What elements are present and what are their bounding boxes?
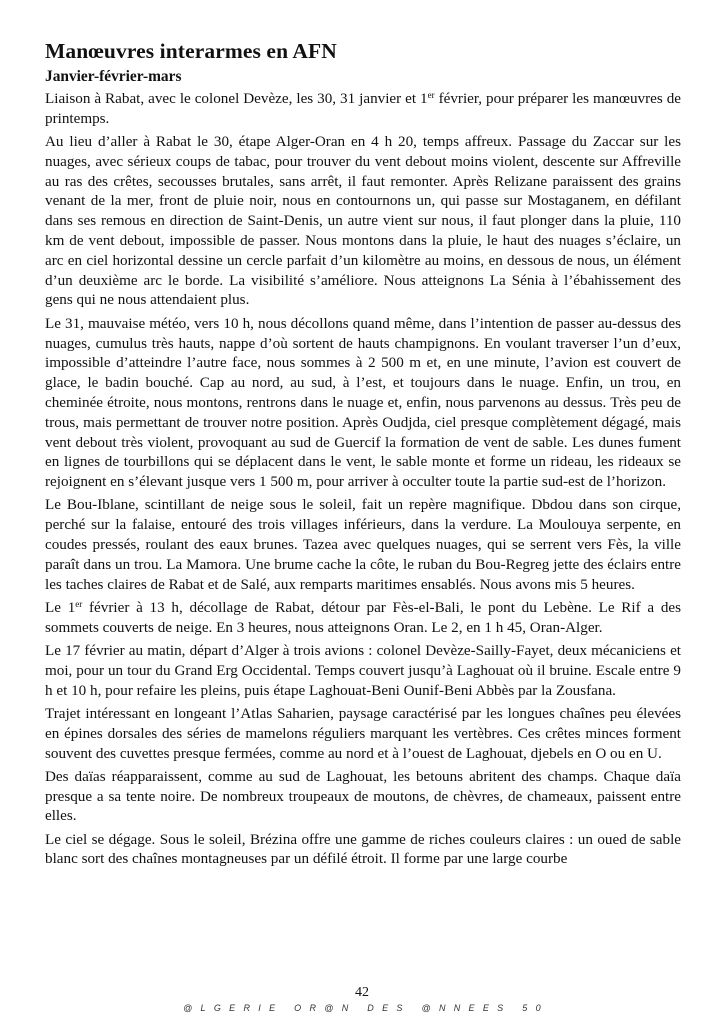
paragraph-8: Des daïas réapparaissent, comme au sud de Laghouat, les betouns abritent des champs. Chaque daïa presque a sa tente noire. De nombreux troupeaux de moutons, de chèvres, de chameaux, paissent entre elles. [45,767,681,825]
document-page [45,38,681,873]
section-subtitle: Janvier-février-mars [45,68,182,85]
page-number: 42 [355,985,369,1000]
paragraph-6: Le 17 février au matin, départ d’Alger à trois avions : colonel Devèze-Sailly-Fayet, deux mécaniciens et moi, pour un tour du Grand Erg Occidental. Temps couvert jusqu’à Laghouat où il bruine. Escale entre 9 h et 10 h, pour refaire les pleins, puis étape Laghouat-Beni Ounif-Beni Abbès par la Zousfana. [45,642,681,699]
paragraph-4: Le Bou-Iblane, scintillant de neige sous le soleil, fait un repère magnifique. Dbdou dans son cirque, perché sur la falaise, entouré des trois villages inférieurs, dans la verdure. La Moulouya serpente, en coudes pressés, roulant des eaux brunes. Tazea avec quelques nuages, qui se serrent vers Fès, la ville paraît dans un trou. La Mamora. Une brume cache la côte, le ruban du Bou-Regreg jette des éclairs entre les taches claires de Rabat et de Salé, aux remparts maritimes ensablés. Nous avons mis 5 heures. [45,496,681,593]
paragraph-3: Le 31, mauvaise météo, vers 10 h, nous décollons quand même, dans l’intention de passer au-dessus des nuages, cumulus très hauts, nappe d’où sortent de hauts champignons. En voulant traverser l’un d’eux, impossible d’atteindre l’autre face, nous sommes à 2 500 m et, en une minute, l’avion est couvert de glace, le badin bouché. Cap au nord, au sud, à l’est, et toujours dans le nuage. Enfin, un trou, en cheminée étroite, nous montons, rentrons dans le nuage et, enfin, nous parvenons au dessus. Très peu de trous, mais permettant de trouver notre position. Après Oudjda, ciel presque complètement dégagé, mais vent debout très violent, provoquant au sud de Guercif la formation de vent de sable. Les dunes fument en lignes de tourbillons qui se déplacent dans le vent, le sable monte et forme un rideau, les rideaux se rejoignent en s’élevant jusque vers 1 500 m, pour arriver à occulter toute la partie sud-est de l’horizon. [45,314,681,491]
page-title: Manœuvres interarmes en AFN [45,39,337,63]
paragraph-1: Liaison à Rabat, avec le colonel Devèze, les 30, 31 janvier et 1er février, pour préparer les manœuvres de printemps. [45,90,681,127]
footer-banner: @LGERIE OR@N DES @NNEES 50 [183,1003,549,1013]
paragraph-2: Au lieu d’aller à Rabat le 30, étape Alger-Oran en 4 h 20, temps affreux. Passage du Zaccar sur les nuages, avec sérieux coups de tabac, pour trouver du vent debout moins violent, descente sur Affreville au ras des crêtes, secousses brutales, sans arrêt, il faut remonter. Après Relizane paraissent des grains venant de la mer, front de pluie noir, nous en contournons un, qui passe sur Mostaganem, en défilant dans ses remous en direction de Saint-Denis, un autre vient sur nous, il faut plonger dans la pluie, 110 km de vent debout, impossible de passer. Nous montons dans la pluie, le haut des nuages s’éclaire, un arc en ciel horizontal dessine un cercle parfait d’un kilomètre au moins, en dessous de nous, un élément d’un deuxième arc le borde. La visibilité s’améliore. Nous atteignons La Sénia à l’ébahissement des gens qui ne nous attendaient plus. [45,133,681,309]
paragraph-7: Trajet intéressant en longeant l’Atlas Saharien, paysage caractérisé par les longues chaînes peu élevées en épines dorsales des séries de mamelons réguliers marquant les vertèbres. Ces crêtes minces forment souvent des cuvettes presque fermées, comme au nord et à l’ouest de Laghouat, djebels en O ou en U. [45,704,681,762]
paragraph-5: Le 1er février à 13 h, décollage de Rabat, détour par Fès-el-Bali, le pont du Lebène. Le Rif a des sommets couverts de neige. En 3 heures, nous atteignons Oran. Le 2, en 1 h 45, Oran-Alger. [45,598,682,636]
paragraph-9: Le ciel se dégage. Sous le soleil, Brézina offre une gamme de riches couleurs claires : un oued de sable blanc sort des chaînes montagneuses par un défilé étroit. Il forme par une large courbe [45,830,681,868]
